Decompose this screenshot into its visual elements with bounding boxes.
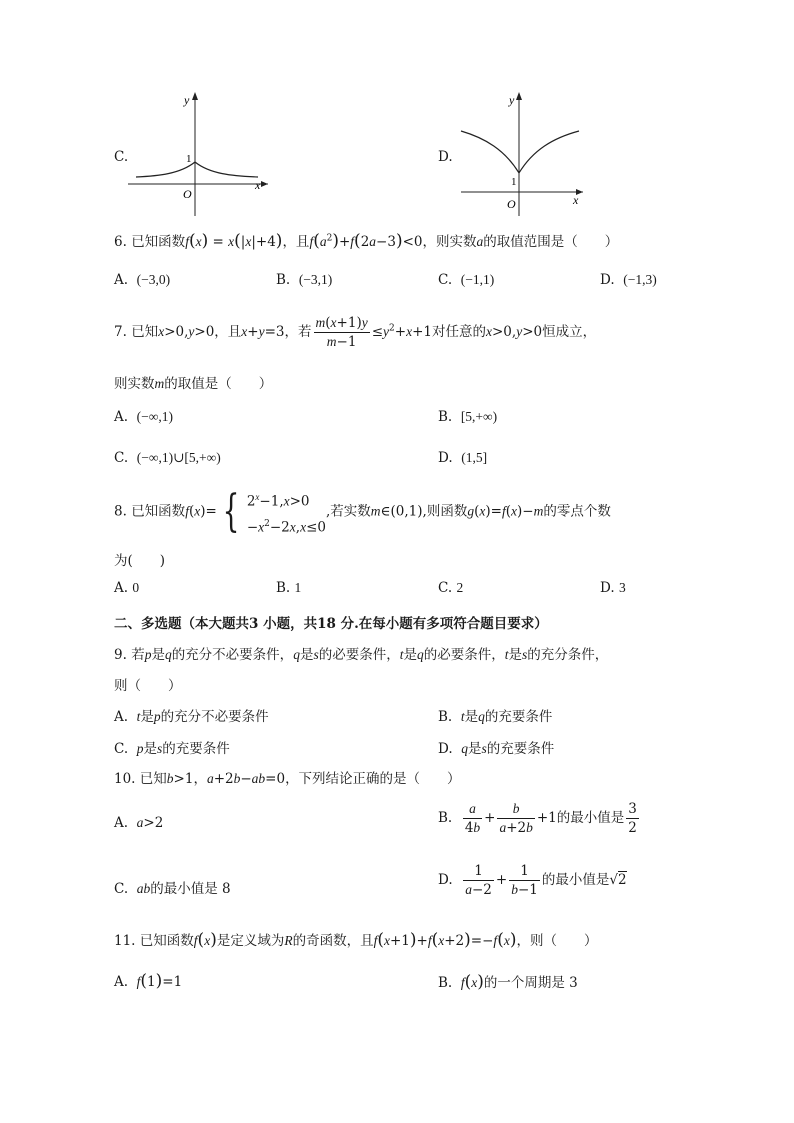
question-6: 6. 已知函数f(x) = x(|x|+4)，且$f(a^2)+f(2a-3)<0$，则实数a的取值范围是（ ） [114,231,619,251]
q10-option-d: D. $\frac{1}{a-2}$ + $\frac{1}{b-1}$ 的最小值是√2 [438,863,627,898]
q8-option-d: D. 3 [600,580,626,596]
intercept-label: 1 [511,176,517,188]
q9-option-c: C. p是s的充要条件 [114,741,230,757]
q9-option-a: A. t是p的充分不必要条件 [114,709,269,725]
graph-d [455,88,595,220]
origin-label: O [183,187,192,201]
section-heading: 二、多选题（本大题共3 小题，共18 分.在每小题有多项符合题目要求） [114,616,548,632]
option-d-label: D. [438,149,453,165]
q9-option-b: B. t是q的充要条件 [438,709,553,725]
question-11: 11. 已知函数f(x)是定义域为R的奇函数，且f(x+1)+f(x+2)=−f(x)，则（ ） [114,930,598,950]
question-9-line2: 则（ ） [114,678,182,694]
question-10: 10. 已知b>1，a+2b−ab=0，下列结论正确的是（ ） [114,771,461,787]
q8-option-c: C. 2 [438,580,464,596]
graph-c [128,88,278,220]
q8-option-b: B. 1 [276,580,302,596]
q10-option-a: A. a>2 [114,815,164,831]
q6-option-a: A. (−3,0) [114,272,171,288]
q7-option-c: C. (−∞,1)∪[5,+∞) [114,450,221,466]
q7-option-a: A. (−∞,1) [114,409,173,425]
q10-option-b: B. $\frac{a}{4b}$ + $\frac{b}{a+2b}$ +1的最小值是 $\frac{3}{2}$ [438,801,637,836]
question-8-line2: 为( ) [114,553,166,569]
axis-y-label: y [509,93,515,107]
q7-option-b: B. [5,+∞) [438,409,498,425]
question-7-line2: 则实数m的取值是（ ） [114,376,273,392]
q11-option-a: A. f(1)=1 [114,971,183,991]
q6-option-c: C. (−1,1) [438,272,495,288]
axis-x-label: x [255,178,261,192]
origin-label: O [507,197,516,211]
axis-x-label: x [573,193,579,207]
q11-option-b: B. f(x)的一个周期是 3 [438,972,578,992]
question-9: 9. 若p是q的充分不必要条件，q是s的必要条件，t是q的必要条件，t是s的充分条件， [114,647,609,663]
q8-option-a: A. 0 [114,580,140,596]
q10-option-c: C. ab的最小值是 8 [114,881,231,897]
q7-option-d: D. (1,5] [438,450,488,466]
question-8: 8. 已知函数f(x)= { $2^x-1,x>0$ $-x^2-2x,x\le 0$ ,若实数m∈(0,1),则函数g(x)=f(x)−m的零点个数 [114,486,611,537]
axis-y-label: y [184,93,190,107]
q6-option-b: B. (−3,1) [276,272,333,288]
intercept-label: 1 [186,153,192,165]
q6-option-d: D. (−1,3) [600,272,657,288]
q9-option-d: D. q是s的充要条件 [438,741,555,757]
question-7: 7. 已知x>0,y>0，且x+y=3，若 $\frac{m(x+1)y}{m-1}$ $\le y^2+x+1$对任意的x>0,y>0恒成立， [114,315,597,350]
option-c-label: C. [114,149,129,165]
